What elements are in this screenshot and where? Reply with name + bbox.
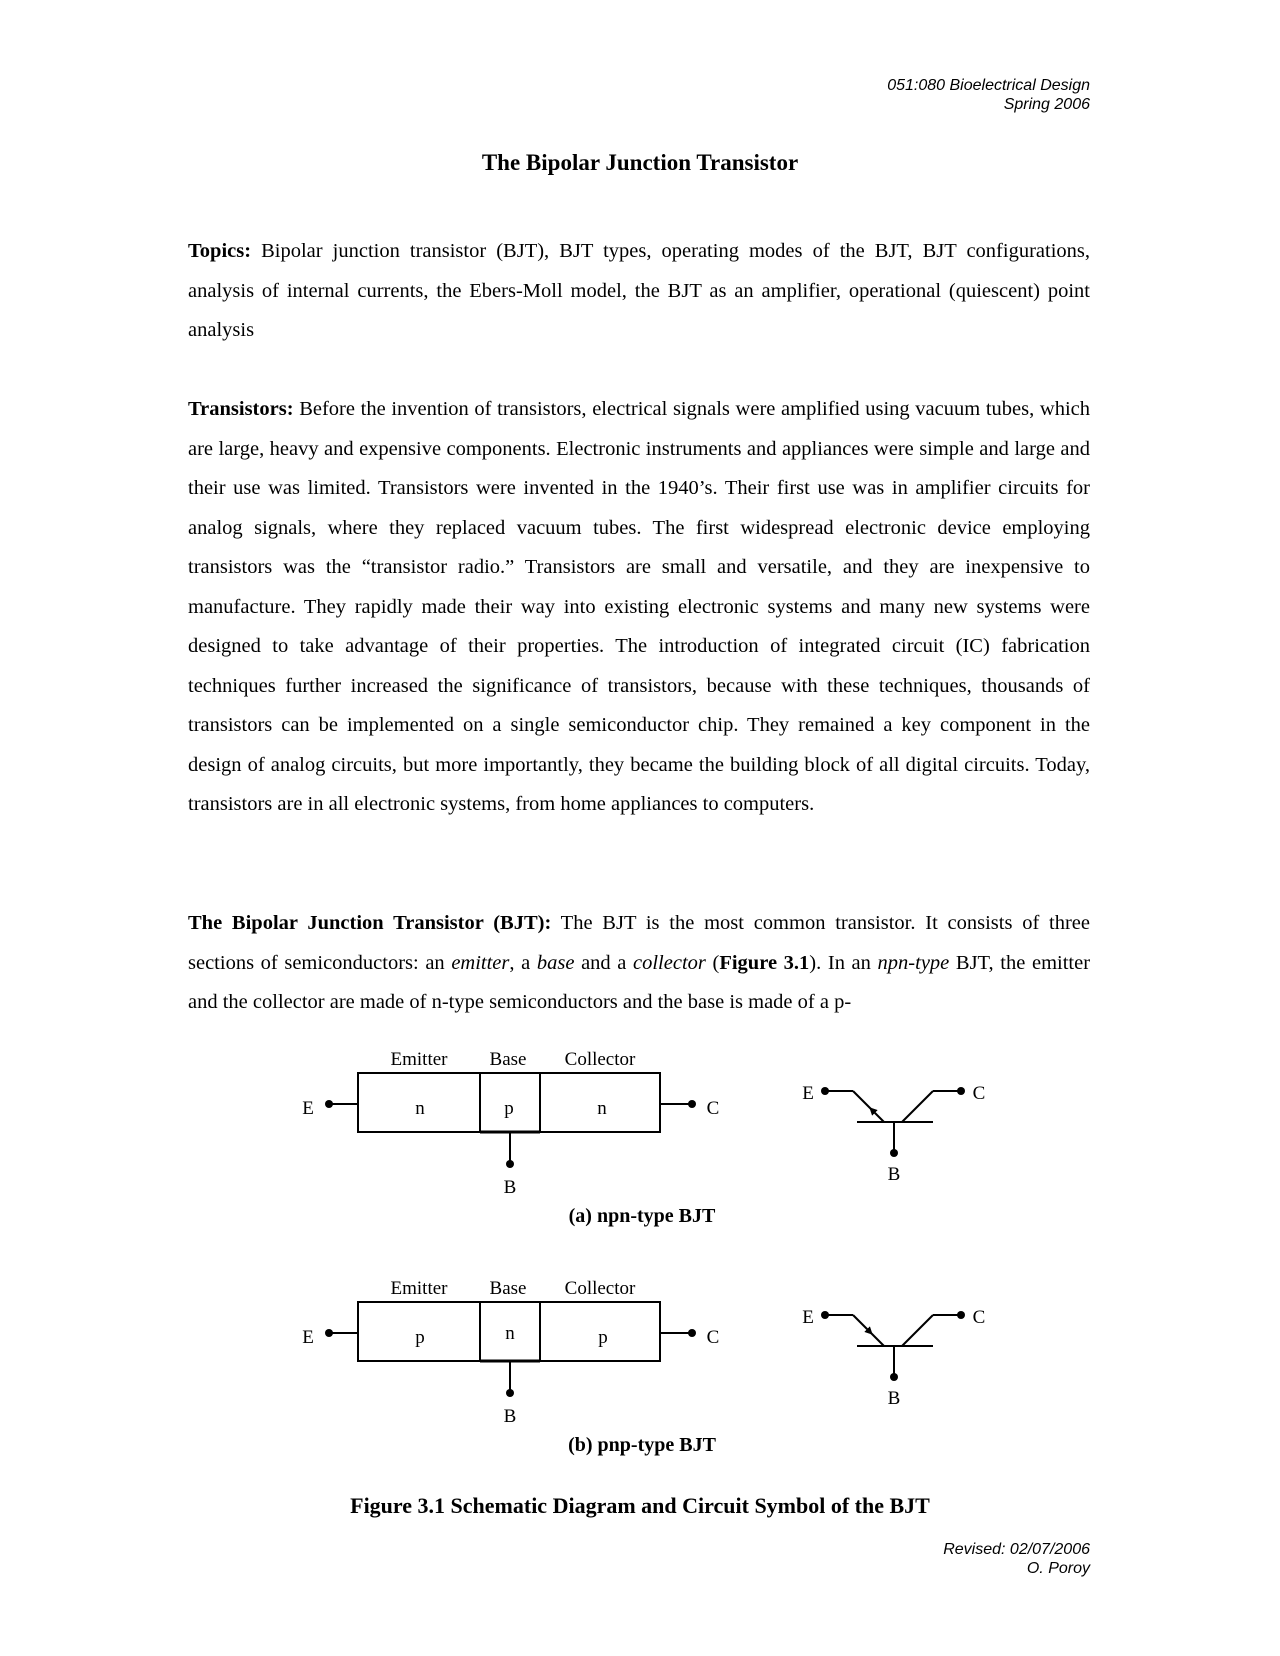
npn-schematic bbox=[302, 1049, 719, 1198]
bjt-text-6: BJT, the emitter and the collector are made of n-type semiconductors and the base is made of a p- bbox=[188, 951, 1091, 1013]
pnp-symbol-b-terminal bbox=[890, 1373, 898, 1381]
bjt-text-4: ( bbox=[712, 951, 720, 974]
npn-region-emitter: n bbox=[415, 1098, 425, 1119]
pnp-schematic bbox=[302, 1278, 719, 1427]
pnp-symbol-e-label: E bbox=[802, 1307, 814, 1328]
npn-b-terminal-label: B bbox=[503, 1177, 517, 1198]
pnp-e-terminal-label: E bbox=[302, 1327, 314, 1348]
pnp-region-emitter: p bbox=[415, 1327, 425, 1348]
pnp-symbol-collector-leg bbox=[902, 1315, 933, 1346]
bjt-text-5: ). In an bbox=[809, 951, 871, 974]
pnp-emitter-arrow bbox=[858, 1320, 872, 1334]
npn-symbol-collector-leg bbox=[902, 1091, 933, 1122]
npn-b-terminal bbox=[506, 1160, 514, 1168]
emitter-term: emitter bbox=[451, 951, 510, 974]
bjt-label: The Bipolar Junction Transistor (BJT): bbox=[188, 912, 552, 934]
figure-reference: Figure 3.1 bbox=[719, 951, 810, 974]
collector-term: collector bbox=[633, 951, 706, 974]
npn-region-collector: n bbox=[597, 1098, 607, 1119]
page-footer bbox=[943, 1540, 1090, 1578]
npn-e-terminal-label: E bbox=[302, 1098, 314, 1119]
npn-collector-label: Collector bbox=[564, 1049, 636, 1070]
npn-symbol-b-label: B bbox=[887, 1164, 901, 1185]
bjt-text-1: The BJT is the most common transistor. It consists of three sections of semiconductors: an bbox=[188, 912, 1090, 974]
npn-region-base: p bbox=[504, 1098, 514, 1119]
transistors-text: Before the invention of transistors, electrical signals were amplified using vacuum tubes, which are large, heavy and expensive components. Electronic instruments and appliances were simple and large and their use was limited. Transistors were invented in the 1940’s. Their first use was in amplifier circuits for analog signals, where they replaced vacuum tubes. The first widespread electronic device employing transistors was the “transistor radio.” Transistors are small and versatile, and they are inexpensive to manufacture. They rapidly made their way into existing electronic systems and many new systems were designed to take advantage of their properties. The introduction of integrated circuit (IC) fabrication techniques further increased the significance of transistors, because with these techniques, thousands of transistors can be implemented on a single semiconductor chip. They remained a key component in the design of analog circuits, but more importantly, they became the building block of all digital circuits. Today, transistors are in all electronic systems, from home appliances to computers. bbox=[188, 398, 1090, 815]
pnp-region-base: n bbox=[505, 1323, 515, 1344]
revised-date: Revised: 02/07/2006 bbox=[943, 1541, 1090, 1558]
bjt-text-2: , a bbox=[509, 951, 531, 974]
pnp-collector-label: Collector bbox=[564, 1278, 636, 1299]
pnp-b-terminal-label: B bbox=[503, 1406, 517, 1427]
base-term: base bbox=[536, 951, 575, 974]
pnp-c-terminal bbox=[688, 1329, 696, 1337]
npn-symbol-emitter-leg bbox=[853, 1091, 884, 1122]
pnp-symbol-c-label: C bbox=[972, 1307, 986, 1328]
npn-caption: (a) npn-type BJT bbox=[568, 1205, 716, 1227]
course-term: Spring 2006 bbox=[1003, 96, 1090, 113]
document-title: The Bipolar Junction Transistor bbox=[481, 150, 799, 175]
npn-symbol-e-label: E bbox=[802, 1083, 814, 1104]
npn-symbol-c-label: C bbox=[972, 1083, 986, 1104]
transistors-label: Transistors: bbox=[188, 398, 294, 420]
pnp-emitter-label: Emitter bbox=[390, 1278, 448, 1299]
npn-c-terminal-label: C bbox=[706, 1098, 720, 1119]
pnp-symbol-c-terminal bbox=[957, 1311, 965, 1319]
npn-symbol-c-terminal bbox=[957, 1087, 965, 1095]
pnp-region-collector: p bbox=[598, 1327, 608, 1348]
topics-text: Bipolar junction transistor (BJT), BJT types, operating modes of the BJT, BJT configurations, analysis of internal currents, the Ebers-Moll model, the BJT as an amplifier, operational (quiescent) point analysis bbox=[188, 240, 1091, 341]
npn-emitter-arrow bbox=[870, 1108, 877, 1115]
npn-c-terminal bbox=[688, 1100, 696, 1108]
pnp-b-terminal bbox=[506, 1389, 514, 1397]
npn-symbol-b-terminal bbox=[890, 1149, 898, 1157]
pnp-base-label: Base bbox=[489, 1278, 527, 1299]
figure-caption: Figure 3.1 Schematic Diagram and Circuit Symbol of the BJT bbox=[350, 1493, 930, 1518]
pnp-c-terminal-label: C bbox=[706, 1327, 720, 1348]
pnp-symbol-b-label: B bbox=[887, 1388, 901, 1409]
course-name: 051:080 Bioelectrical Design bbox=[887, 77, 1090, 94]
npn-base-label: Base bbox=[489, 1049, 527, 1070]
topics-label: Topics: bbox=[188, 240, 252, 262]
bjt-text-3: and a bbox=[581, 951, 627, 974]
npn-symbol bbox=[802, 1083, 985, 1185]
pnp-caption: (b) pnp-type BJT bbox=[568, 1434, 716, 1456]
pnp-symbol bbox=[802, 1307, 985, 1409]
author-name: O. Poroy bbox=[1026, 1560, 1090, 1577]
npn-term: npn-type bbox=[877, 951, 950, 974]
npn-emitter-label: Emitter bbox=[390, 1049, 448, 1070]
